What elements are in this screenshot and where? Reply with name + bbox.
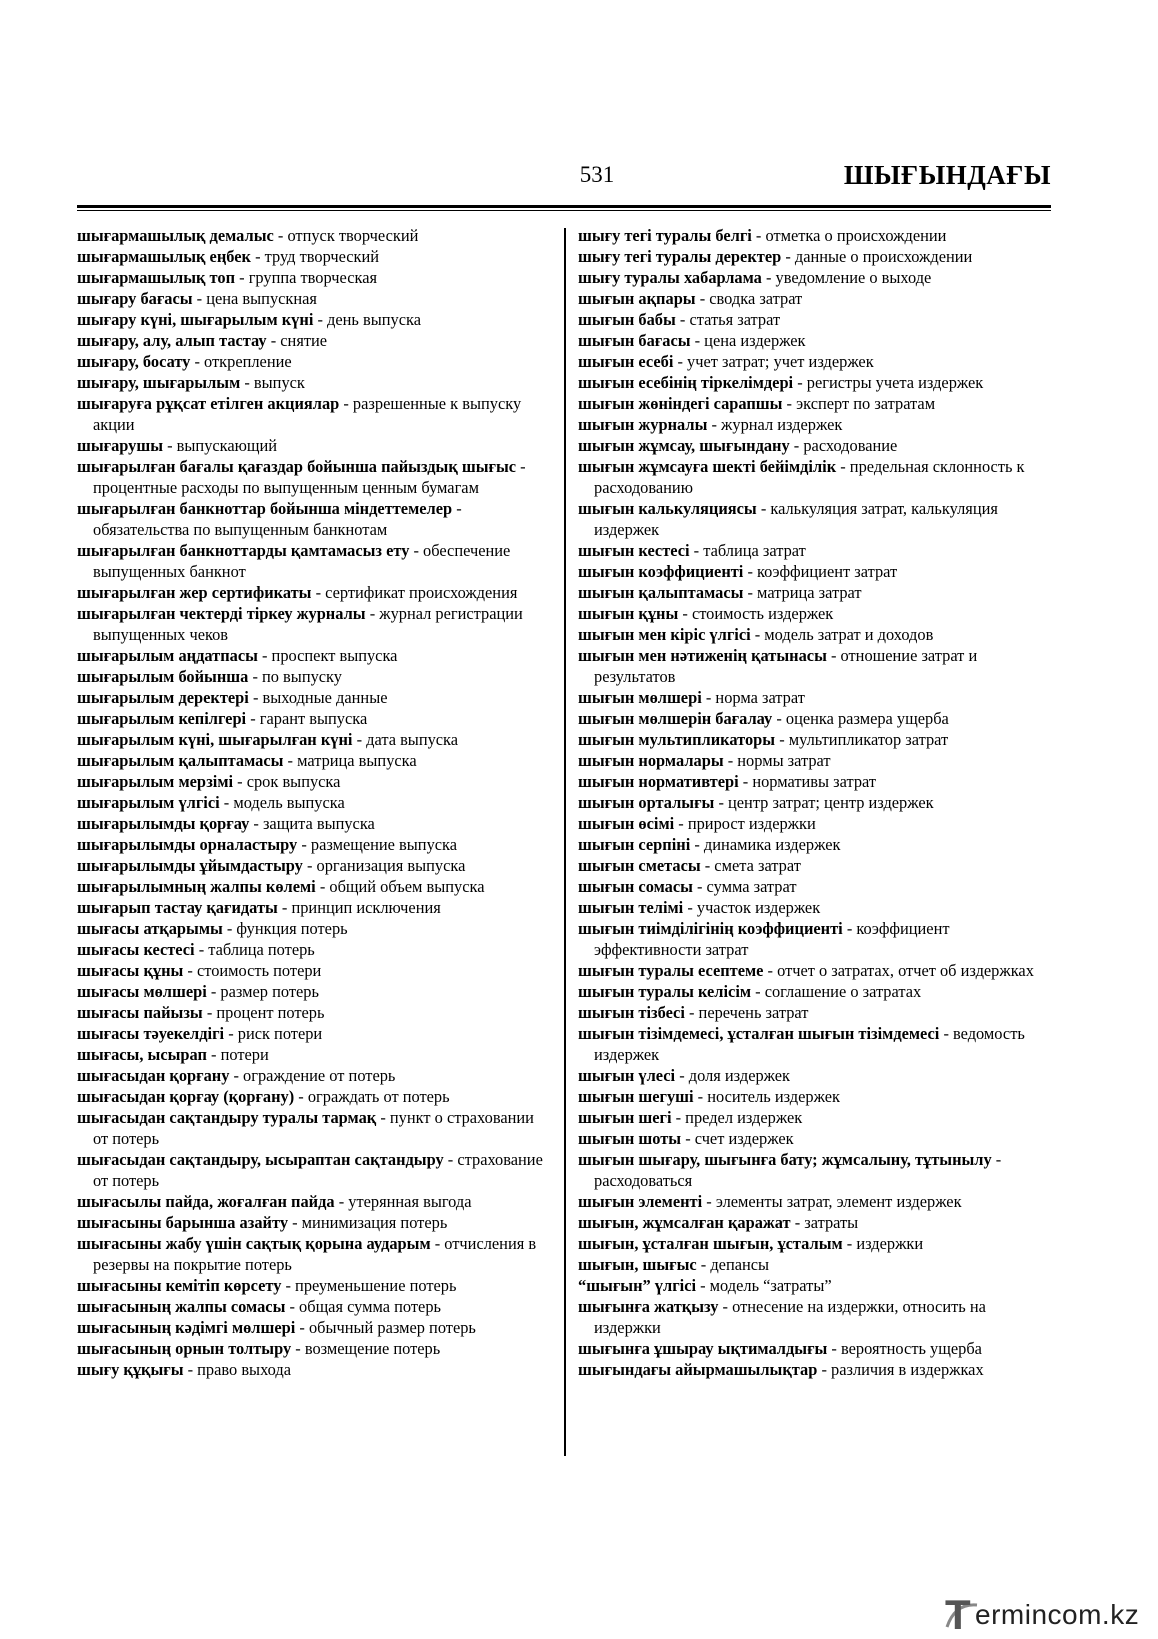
entry-term: шығын тізімдемесі, ұсталған шығын тізімдемесі (578, 1024, 940, 1043)
dictionary-entry (77, 393, 547, 435)
entry-translation: - участок издержек (683, 898, 821, 917)
dictionary-entry (578, 330, 1053, 351)
entry-term: шығу туралы хабарлама (578, 268, 762, 287)
entry-term: шығасыны жабу үшін сақтық қорына аударым (77, 1234, 431, 1253)
dictionary-entry (77, 687, 547, 708)
entry-term: шығарылым аңдатпасы (77, 646, 258, 665)
dictionary-entry (77, 1317, 547, 1338)
dictionary-entry (77, 876, 547, 897)
dictionary-entry (77, 582, 547, 603)
entry-term: шығасы құны (77, 961, 184, 980)
entry-translation: - отметка о происхождении (751, 226, 947, 245)
entry-translation: - данные о происхождении (781, 247, 973, 266)
entry-term: шығын телімі (578, 898, 684, 917)
entry-term: “шығын” үлгісі (578, 1276, 697, 1295)
dictionary-entry (77, 1044, 547, 1065)
entry-translation: - ограждать от потерь (294, 1087, 450, 1106)
dictionary-entry (578, 267, 1053, 288)
dictionary-entry (77, 1086, 547, 1107)
dictionary-entry (578, 288, 1053, 309)
entry-translation: - динамика издержек (690, 835, 841, 854)
dictionary-entry (578, 813, 1053, 834)
dictionary-entry (578, 582, 1053, 603)
entry-translation: - обеспечение выпущенных банкнот (93, 541, 511, 581)
entry-translation: - смета затрат (700, 856, 801, 875)
entry-term: шығару бағасы (77, 289, 193, 308)
entry-translation: - коэффициент затрат (743, 562, 898, 581)
terminkom-logo (945, 1591, 1155, 1638)
entry-translation: - возмещение потерь (291, 1339, 441, 1358)
entry-translation: - по выпуску (248, 667, 342, 686)
logo-text: ermincom.kz (975, 1599, 1140, 1630)
dictionary-entry (578, 1191, 1053, 1212)
header-rule-thin (77, 210, 1051, 211)
dictionary-entry (578, 855, 1053, 876)
entry-translation: - расходоваться (594, 1150, 1002, 1190)
dictionary-entry (578, 645, 1053, 687)
page-number: 531 (579, 162, 615, 187)
dictionary-entry (578, 1002, 1053, 1023)
page-header (77, 158, 1051, 206)
entry-term: шығасы атқарымы (77, 919, 223, 938)
entry-term: шығарылым деректері (77, 688, 249, 707)
entry-term: шығын есебінің тіркелімдері (578, 373, 794, 392)
entry-term: шығару күні, шығарылым күні (77, 310, 314, 329)
entry-translation: - оценка размера ущерба (772, 709, 949, 728)
entry-translation: - страхование от потерь (93, 1150, 543, 1190)
entry-translation: - дата выпуска (352, 730, 459, 749)
entry-term: шығу тегі туралы белгі (578, 226, 752, 245)
entry-term: шығын тізбесі (578, 1003, 685, 1022)
entry-translation: - соглашение о затратах (751, 982, 922, 1001)
entry-term: шығарылған жер сертификаты (77, 583, 312, 602)
entry-translation: - организация выпуска (302, 856, 466, 875)
entry-translation: - потери (206, 1045, 269, 1064)
entry-term: шығарылған чектерді тіркеу журналы (77, 604, 366, 623)
entry-term: шығасы кестесі (77, 940, 195, 959)
dictionary-entry (578, 708, 1053, 729)
dictionary-entry (77, 456, 547, 498)
entry-translation: - процентные расходы по выпущенным ценным бумагам (93, 457, 526, 497)
dictionary-entry (77, 1338, 547, 1359)
entry-translation: - перечень затрат (684, 1003, 809, 1022)
entry-term: шығарылымды орналастыру (77, 835, 298, 854)
entry-term: шығарылымды қорғау (77, 814, 250, 833)
dictionary-entry (77, 771, 547, 792)
dictionary-entry (77, 645, 547, 666)
entry-term: шығасыдан сақтандыру туралы тармақ (77, 1108, 377, 1127)
entry-translation: - отчисления в резервы на покрытие потерь (93, 1234, 537, 1274)
dictionary-entry (578, 1023, 1053, 1065)
entry-translation: - модель выпуска (219, 793, 345, 812)
dictionary-entry (578, 897, 1053, 918)
entry-term: шығын серпіні (578, 835, 691, 854)
dictionary-entry (578, 792, 1053, 813)
dictionary-entry (578, 960, 1053, 981)
entry-translation: - учет затрат; учет издержек (673, 352, 874, 371)
dictionary-entry (578, 540, 1053, 561)
entry-term: шығын мөлшерін бағалау (578, 709, 773, 728)
dictionary-entry (578, 876, 1053, 897)
entry-translation: - снятие (266, 331, 328, 350)
entry-translation: - срок выпуска (233, 772, 341, 791)
dictionary-entry (578, 246, 1053, 267)
entry-term: шығарылым үлгісі (77, 793, 220, 812)
dictionary-entry (578, 1296, 1053, 1338)
entry-term: шығын мен кіріс үлгісі (578, 625, 751, 644)
header-rule (77, 205, 1051, 208)
entry-term: шығасыдан қорғану (77, 1066, 230, 1085)
entry-translation: - калькуляция затрат, калькуляция издержек (594, 499, 998, 539)
dictionary-entry (77, 1359, 547, 1380)
logo-letter: T (945, 1591, 971, 1638)
dictionary-entry (77, 1023, 547, 1044)
entry-term: шығу құқығы (77, 1360, 184, 1379)
dictionary-entry (578, 1128, 1053, 1149)
entry-term: шығарылған бағалы қағаздар бойынша пайыздық шығыс (77, 457, 517, 476)
entry-term: шығын жөніндегі сарапшы (578, 394, 783, 413)
entry-translation: - прирост издержки (674, 814, 816, 833)
dictionary-entry (578, 771, 1053, 792)
dictionary-entry (578, 561, 1053, 582)
entry-translation: - размещение выпуска (297, 835, 458, 854)
entry-term: шығын жұмсау, шығындану (578, 436, 790, 455)
dictionary-entry (77, 813, 547, 834)
dictionary-entry (77, 834, 547, 855)
entry-translation: - таблица потерь (194, 940, 315, 959)
entry-translation: - статья затрат (675, 310, 781, 329)
dictionary-entry (77, 372, 547, 393)
dictionary-entry (77, 939, 547, 960)
dictionary-entry (578, 687, 1053, 708)
entry-term: шығын сомасы (578, 877, 693, 896)
entry-term: шығын, жұмсалған қаражат (578, 1213, 791, 1232)
entry-translation: - депансы (696, 1255, 770, 1274)
dictionary-entry (77, 1107, 547, 1149)
dictionary-entry (77, 330, 547, 351)
dictionary-entry (578, 624, 1053, 645)
entry-translation: - модель затрат и доходов (750, 625, 934, 644)
entry-translation: - сумма затрат (692, 877, 797, 896)
dictionary-entry (77, 267, 547, 288)
entry-term: шығынға жатқызу (578, 1297, 719, 1316)
entry-translation: - отпуск творческий (273, 226, 419, 245)
entry-term: шығын мен нәтиженің қатынасы (578, 646, 827, 665)
entry-translation: - норма затрат (701, 688, 805, 707)
entry-term: шығын жұмсауға шекті бейімділік (578, 457, 837, 476)
entry-translation: - цена выпускная (192, 289, 317, 308)
dictionary-entry (77, 1233, 547, 1275)
dictionary-entry (578, 498, 1053, 540)
entry-translation: - преуменьшение потерь (281, 1276, 457, 1295)
entry-term: шығын бабы (578, 310, 676, 329)
dictionary-entry (77, 750, 547, 771)
entry-translation: - центр затрат; центр издержек (714, 793, 934, 812)
entry-term: шығын нормативтері (578, 772, 739, 791)
entry-term: шығын туралы келісім (578, 982, 752, 1001)
entry-translation: - сертификат происхождения (311, 583, 518, 602)
entry-term: шығын мультипликаторы (578, 730, 776, 749)
entry-translation: - выпуск (240, 373, 305, 392)
entry-translation: - доля издержек (675, 1066, 791, 1085)
entry-translation: - процент потерь (202, 1003, 325, 1022)
dictionary-entry (77, 960, 547, 981)
dictionary-entry (77, 708, 547, 729)
entry-translation: - ведомость издержек (594, 1024, 1025, 1064)
entry-translation: - журнал издержек (707, 415, 843, 434)
entry-translation: - журнал регистрации выпущенных чеков (93, 604, 523, 644)
entry-translation: - общая сумма потерь (285, 1297, 441, 1316)
entry-term: шығын орталығы (578, 793, 715, 812)
column-divider (564, 228, 566, 1456)
entry-term: шығаруға рұқсат етілген акциялар (77, 394, 340, 413)
entry-translation: - обязательства по выпущенным банкнотам (93, 499, 462, 539)
dictionary-entry (578, 834, 1053, 855)
dictionary-entry (578, 456, 1053, 498)
dictionary-entry (77, 498, 547, 540)
dictionary-entry (77, 540, 547, 582)
entry-translation: - эксперт по затратам (782, 394, 936, 413)
entry-translation: - открепление (190, 352, 292, 371)
entry-term: шығын шегуші (578, 1087, 694, 1106)
entry-translation: - утерянная выгода (334, 1192, 472, 1211)
entry-term: шығарып тастау қағидаты (77, 898, 278, 917)
entry-translation: - день выпуска (313, 310, 421, 329)
entry-term: шығын үлесі (578, 1066, 676, 1085)
dictionary-entry (578, 1086, 1053, 1107)
entry-term: шығын өсімі (578, 814, 675, 833)
entry-term: шығасыны барынша азайту (77, 1213, 289, 1232)
entry-translation: - выпускающий (163, 436, 278, 455)
entry-translation: - минимизация потерь (288, 1213, 448, 1232)
dictionary-entry (578, 372, 1053, 393)
entry-term: шығасының орнын толтыру (77, 1339, 292, 1358)
entry-translation: - отчет о затратах, отчет об издержках (763, 961, 1034, 980)
dictionary-entry (578, 225, 1053, 246)
entry-translation: - нормы затрат (723, 751, 831, 770)
entry-translation: - проспект выпуска (257, 646, 398, 665)
entry-term: шығару, босату (77, 352, 191, 371)
entry-term: шығарылым кепілгері (77, 709, 247, 728)
dictionary-entry (578, 1233, 1053, 1254)
entry-term: шығасы тәуекелдігі (77, 1024, 225, 1043)
entry-term: шығасылы пайда, жоғалған пайда (77, 1192, 335, 1211)
entry-term: шығарылым қалыптамасы (77, 751, 284, 770)
entry-term: шығын ақпары (578, 289, 696, 308)
entry-term: шығару, шығарылым (77, 373, 241, 392)
entry-term: шығару, алу, алып тастау (77, 331, 267, 350)
entry-term: шығармашылық еңбек (77, 247, 251, 266)
dictionary-entry (77, 1002, 547, 1023)
entry-translation: - различия в издержках (817, 1360, 984, 1379)
dictionary-entry (578, 1065, 1053, 1086)
entry-term: шығармашылық топ (77, 268, 236, 287)
dictionary-entry (77, 981, 547, 1002)
entry-translation: - элементы затрат, элемент издержек (702, 1192, 962, 1211)
entry-translation: - сводка затрат (695, 289, 803, 308)
entry-term: шығасы, ысырап (77, 1045, 207, 1064)
dictionary-entry (578, 393, 1053, 414)
entry-term: шығын шығару, шығынға бату; жұмсалыну, тұтынылу (578, 1150, 992, 1169)
entry-translation: - матрица затрат (743, 583, 862, 602)
entry-term: шығын журналы (578, 415, 708, 434)
dictionary-entry (578, 1338, 1053, 1359)
dictionary-entry (77, 1275, 547, 1296)
entry-term: шығын кестесі (578, 541, 690, 560)
dictionary-entry (77, 792, 547, 813)
entry-translation: - обычный размер потерь (295, 1318, 476, 1337)
entry-translation: - разрешенные к выпуску акции (93, 394, 522, 434)
dictionary-entry (578, 1254, 1053, 1275)
dictionary-entry (77, 1296, 547, 1317)
entry-translation: - предельная склонность к расходованию (594, 457, 1025, 497)
entry-translation: - уведомление о выходе (761, 268, 932, 287)
entry-translation: - коэффициент эффективности затрат (594, 919, 950, 959)
entry-term: шығын сметасы (578, 856, 701, 875)
entry-translation: - группа творческая (235, 268, 378, 287)
entry-translation: - счет издержек (681, 1129, 794, 1148)
entry-translation: - издержки (842, 1234, 924, 1253)
dictionary-entry (77, 288, 547, 309)
dictionary-entry (77, 435, 547, 456)
entry-term: шығасыны кемітіп көрсету (77, 1276, 282, 1295)
entry-translation: - общий объем выпуска (315, 877, 485, 896)
entry-translation: - мультипликатор затрат (775, 730, 949, 749)
dictionary-entry (77, 666, 547, 687)
dictionary-entry (77, 1149, 547, 1191)
dictionary-entry (77, 729, 547, 750)
entry-translation: - выходные данные (248, 688, 388, 707)
entry-term: шығарылым мерзімі (77, 772, 234, 791)
entry-term: шығын қалыптамасы (578, 583, 744, 602)
entry-term: шығын құны (578, 604, 679, 623)
entry-term: шығарылым бойынша (77, 667, 249, 686)
dictionary-entry (578, 1212, 1053, 1233)
entry-term: шығасы пайызы (77, 1003, 203, 1022)
entry-term: шығын шоты (578, 1129, 682, 1148)
entry-translation: - ограждение от потерь (229, 1066, 396, 1085)
dictionary-entry (77, 1212, 547, 1233)
running-head: ШЫҒЫНДАҒЫ (843, 160, 1051, 190)
dictionary-entry (578, 435, 1053, 456)
entry-term: шығу тегі туралы деректер (578, 247, 782, 266)
dictionary-entry (578, 309, 1053, 330)
dictionary-entry (77, 897, 547, 918)
entry-term: шығасыдан қорғау (қорғану) (77, 1087, 295, 1106)
entry-translation: - модель “затраты” (696, 1276, 832, 1295)
dictionary-entry (578, 351, 1053, 372)
dictionary-entry (578, 603, 1053, 624)
entry-translation: - затраты (790, 1213, 859, 1232)
entry-term: шығарылған банкноттарды қамтамасыз ету (77, 541, 410, 560)
entry-translation: - функция потерь (222, 919, 348, 938)
entry-translation: - вероятность ущерба (827, 1339, 982, 1358)
entry-translation: - носитель издержек (693, 1087, 840, 1106)
entry-term: шығарушы (77, 436, 164, 455)
entry-term: шығын бағасы (578, 331, 691, 350)
entry-translation: - нормативы затрат (738, 772, 877, 791)
dictionary-entry (77, 603, 547, 645)
entry-term: шығын тиімділігінің коэффициенті (578, 919, 843, 938)
entry-term: шығын нормалары (578, 751, 724, 770)
entry-translation: - принцип исключения (277, 898, 441, 917)
dictionary-entry (77, 309, 547, 330)
dictionary-entry (578, 414, 1053, 435)
entry-term: шығын шегі (578, 1108, 672, 1127)
entry-translation: - гарант выпуска (246, 709, 368, 728)
entry-term: шығын коэффициенті (578, 562, 744, 581)
entry-term: шығармашылық демалыс (77, 226, 274, 245)
entry-term: шығынға ұшырау ықтималдығы (578, 1339, 828, 1358)
dictionary-entry (578, 729, 1053, 750)
entry-term: шығасының жалпы сомасы (77, 1297, 286, 1316)
dictionary-entry (578, 918, 1053, 960)
entry-translation: - пункт о страховании от потерь (93, 1108, 534, 1148)
entry-translation: - отнесение на издержки, относить на издержки (594, 1297, 986, 1337)
entry-term: шығын есебі (578, 352, 674, 371)
left-column (77, 225, 547, 1380)
entry-term: шығарылымды ұйымдастыру (77, 856, 303, 875)
entry-translation: - регистры учета издержек (793, 373, 984, 392)
entry-translation: - труд творческий (250, 247, 380, 266)
dictionary-entry (578, 1149, 1053, 1191)
dictionary-entry (77, 246, 547, 267)
right-column (578, 225, 1053, 1380)
entry-translation: - отношение затрат и результатов (594, 646, 978, 686)
entry-translation: - цена издержек (690, 331, 806, 350)
dictionary-entry (77, 918, 547, 939)
dictionary-entry (578, 750, 1053, 771)
dictionary-entry (578, 1275, 1053, 1296)
entry-term: шығасы мөлшері (77, 982, 207, 1001)
entry-term: шығын калькуляциясы (578, 499, 757, 518)
entry-translation: - таблица затрат (689, 541, 806, 560)
dictionary-entry (77, 225, 547, 246)
entry-translation: - матрица выпуска (283, 751, 417, 770)
entry-translation: - предел издержек (671, 1108, 803, 1127)
dictionary-entry (77, 351, 547, 372)
entry-term: шығын элементі (578, 1192, 703, 1211)
entry-translation: - стоимость издержек (678, 604, 834, 623)
entry-term: шығын, шығыс (578, 1255, 697, 1274)
dictionary-entry (578, 1359, 1053, 1380)
entry-term: шығарылған банкноттар бойынша міндеттемелер (77, 499, 453, 518)
dictionary-entry (578, 1107, 1053, 1128)
entry-term: шығарылым күні, шығарылған күні (77, 730, 353, 749)
entry-term: шығарылымның жалпы көлемі (77, 877, 316, 896)
entry-translation: - стоимость потери (183, 961, 322, 980)
dictionary-entry (77, 855, 547, 876)
entry-translation: - размер потерь (206, 982, 319, 1001)
entry-translation: - расходование (789, 436, 898, 455)
entry-term: шығасыдан сақтандыру, ысыраптан сақтандыру (77, 1150, 444, 1169)
entry-term: шығын мөлшері (578, 688, 702, 707)
entry-translation: - защита выпуска (249, 814, 375, 833)
entry-term: шығындағы айырмашылықтар (578, 1360, 818, 1379)
dictionary-entry (77, 1065, 547, 1086)
entry-term: шығын, ұсталған шығын, ұсталым (578, 1234, 843, 1253)
dictionary-entry (77, 1191, 547, 1212)
entry-translation: - право выхода (183, 1360, 291, 1379)
dictionary-entry (578, 981, 1053, 1002)
entry-term: шығын туралы есептеме (578, 961, 764, 980)
entry-translation: - риск потери (224, 1024, 323, 1043)
entry-term: шығасының кәдімгі мөлшері (77, 1318, 296, 1337)
